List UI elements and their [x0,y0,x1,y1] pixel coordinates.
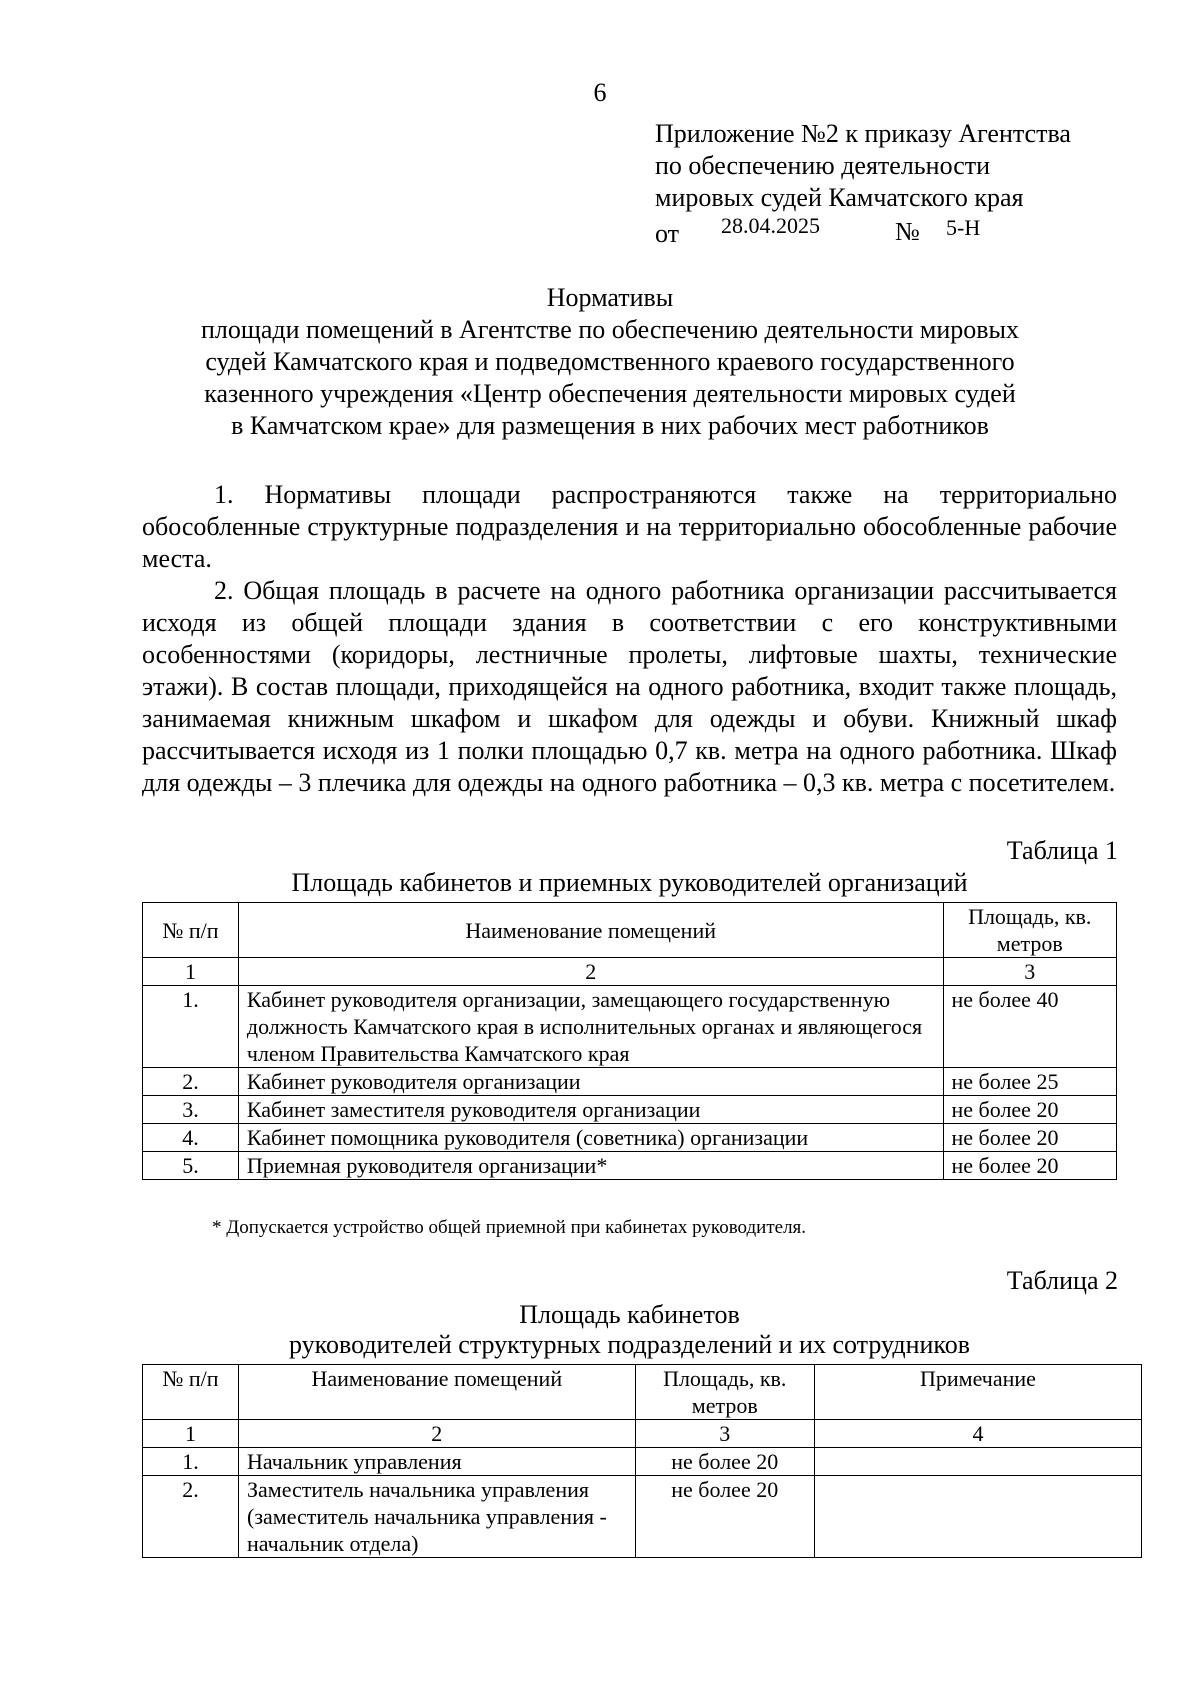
annex-date-row [655,214,1175,246]
table-row [143,986,1117,1068]
table-row [143,1476,1142,1558]
table2-title-line: Площадь кабинетов [519,1300,740,1329]
table1-title: Площадь кабинетов и приемных руководителей организаций [291,868,968,897]
page-number: 6 [593,78,607,107]
room-area: не более 20 [943,1124,1117,1152]
table-header-row [143,903,1117,958]
column-number: 3 [943,958,1117,986]
table2 [142,1364,1142,1558]
column-number: 2 [239,1420,636,1448]
title-heading: Нормативы [546,283,674,312]
room-name: Кабинет руководителя организации [238,1068,943,1096]
header-cell: Площадь, кв. метров [943,903,1117,958]
annex-line: мировых судей Камчатского края [655,183,1024,212]
number-prefix: № [895,217,920,246]
table1-label: Таблица 1 [1006,836,1118,865]
table2-title [142,1300,1117,1360]
row-number: 5. [143,1152,239,1180]
column-number-row [143,958,1117,986]
room-name: Приемная руководителя организации* [238,1152,943,1180]
row-number: 4. [143,1124,239,1152]
table-row [143,1096,1117,1124]
column-number: 1 [143,958,239,986]
table-row [143,1124,1117,1152]
header-cell: Наименование помещений [238,903,943,958]
title-line: в Камчатском крае» для размещения в них рабочих мест работников [231,411,989,440]
room-area: не более 25 [943,1068,1117,1096]
room-area: не более 20 [943,1096,1117,1124]
document-title [140,282,1080,442]
room-area: не более 20 [635,1448,814,1476]
annex-header [655,118,1175,246]
column-number: 2 [238,958,943,986]
note [814,1448,1141,1476]
column-number: 1 [143,1420,239,1448]
annex-line: Приложение №2 к приказу Агентства [655,119,1071,148]
date-prefix: от [655,219,680,248]
note [814,1476,1141,1558]
order-date: 28.04.2025 [721,213,820,238]
table1 [142,902,1117,1180]
paragraph-1: 1. Нормативы площади распространяются также на территориально обособленные структурные подразделения и на территориально обособленные рабочие места. [142,480,1117,573]
position-name: Начальник управления [239,1448,636,1476]
room-area: не более 40 [943,986,1117,1068]
header-cell: Наименование помещений [239,1365,636,1420]
header-cell: Примечание [814,1365,1141,1420]
annex-line: по обеспечению деятельности [655,151,991,180]
title-line: казенного учреждения «Центр обеспечения деятельности мировых судей [204,379,1016,408]
room-area: не более 20 [635,1476,814,1558]
row-number: 2. [143,1068,239,1096]
room-name: Кабинет руководителя организации, замещающего государственную должность Камчатского края в исполнительных органах и являющегося членом Правительства Камчатского края [238,986,943,1068]
row-number: 3. [143,1096,239,1124]
table2-title-line: руководителей структурных подразделений и их сотрудников [289,1330,970,1359]
title-line: судей Камчатского края и подведомственного краевого государственного [205,347,1015,376]
column-number: 3 [635,1420,814,1448]
table-row [143,1068,1117,1096]
header-cell: № п/п [143,1365,239,1420]
room-name: Кабинет заместителя руководителя организации [238,1096,943,1124]
row-number: 1. [143,986,239,1068]
title-line: площади помещений в Агентстве по обеспечению деятельности мировых [200,315,1020,344]
table1-footnote: * Допускается устройство общей приемной при кабинетах руководителя. [212,1217,807,1238]
header-cell: Площадь, кв. метров [635,1365,814,1420]
row-number: 2. [143,1476,239,1558]
header-cell: № п/п [143,903,239,958]
body-text [142,479,1117,799]
position-name: Заместитель начальника управления (заместитель начальника управления - начальник отдела) [239,1476,636,1558]
table-row [143,1448,1142,1476]
row-number: 1. [143,1448,239,1476]
table-row [143,1152,1117,1180]
column-number: 4 [814,1420,1141,1448]
order-number: 5-Н [946,215,981,240]
room-name: Кабинет помощника руководителя (советника) организации [238,1124,943,1152]
table-header-row [143,1365,1142,1420]
column-number-row [143,1420,1142,1448]
paragraph-2: 2. Общая площадь в расчете на одного работника организации рассчитывается исходя из общей площади здания в соответствии с его конструктивными особенностями (коридоры, лестничные пролеты, лифтовые шахты, технические этажи). В состав площади, приходящейся на одного работника, входит также площадь, занимаемая книжным шкафом и шкафом для одежды и обуви. Книжный шкаф рассчитывается исходя из 1 полки площадью 0,7 кв. метра на одного работника. Шкаф для одежды – 3 плечика для одежды на одного работника – 0,3 кв. метра с посетителем. [142,576,1117,797]
table2-label: Таблица 2 [1006,1266,1118,1295]
room-area: не более 20 [943,1152,1117,1180]
